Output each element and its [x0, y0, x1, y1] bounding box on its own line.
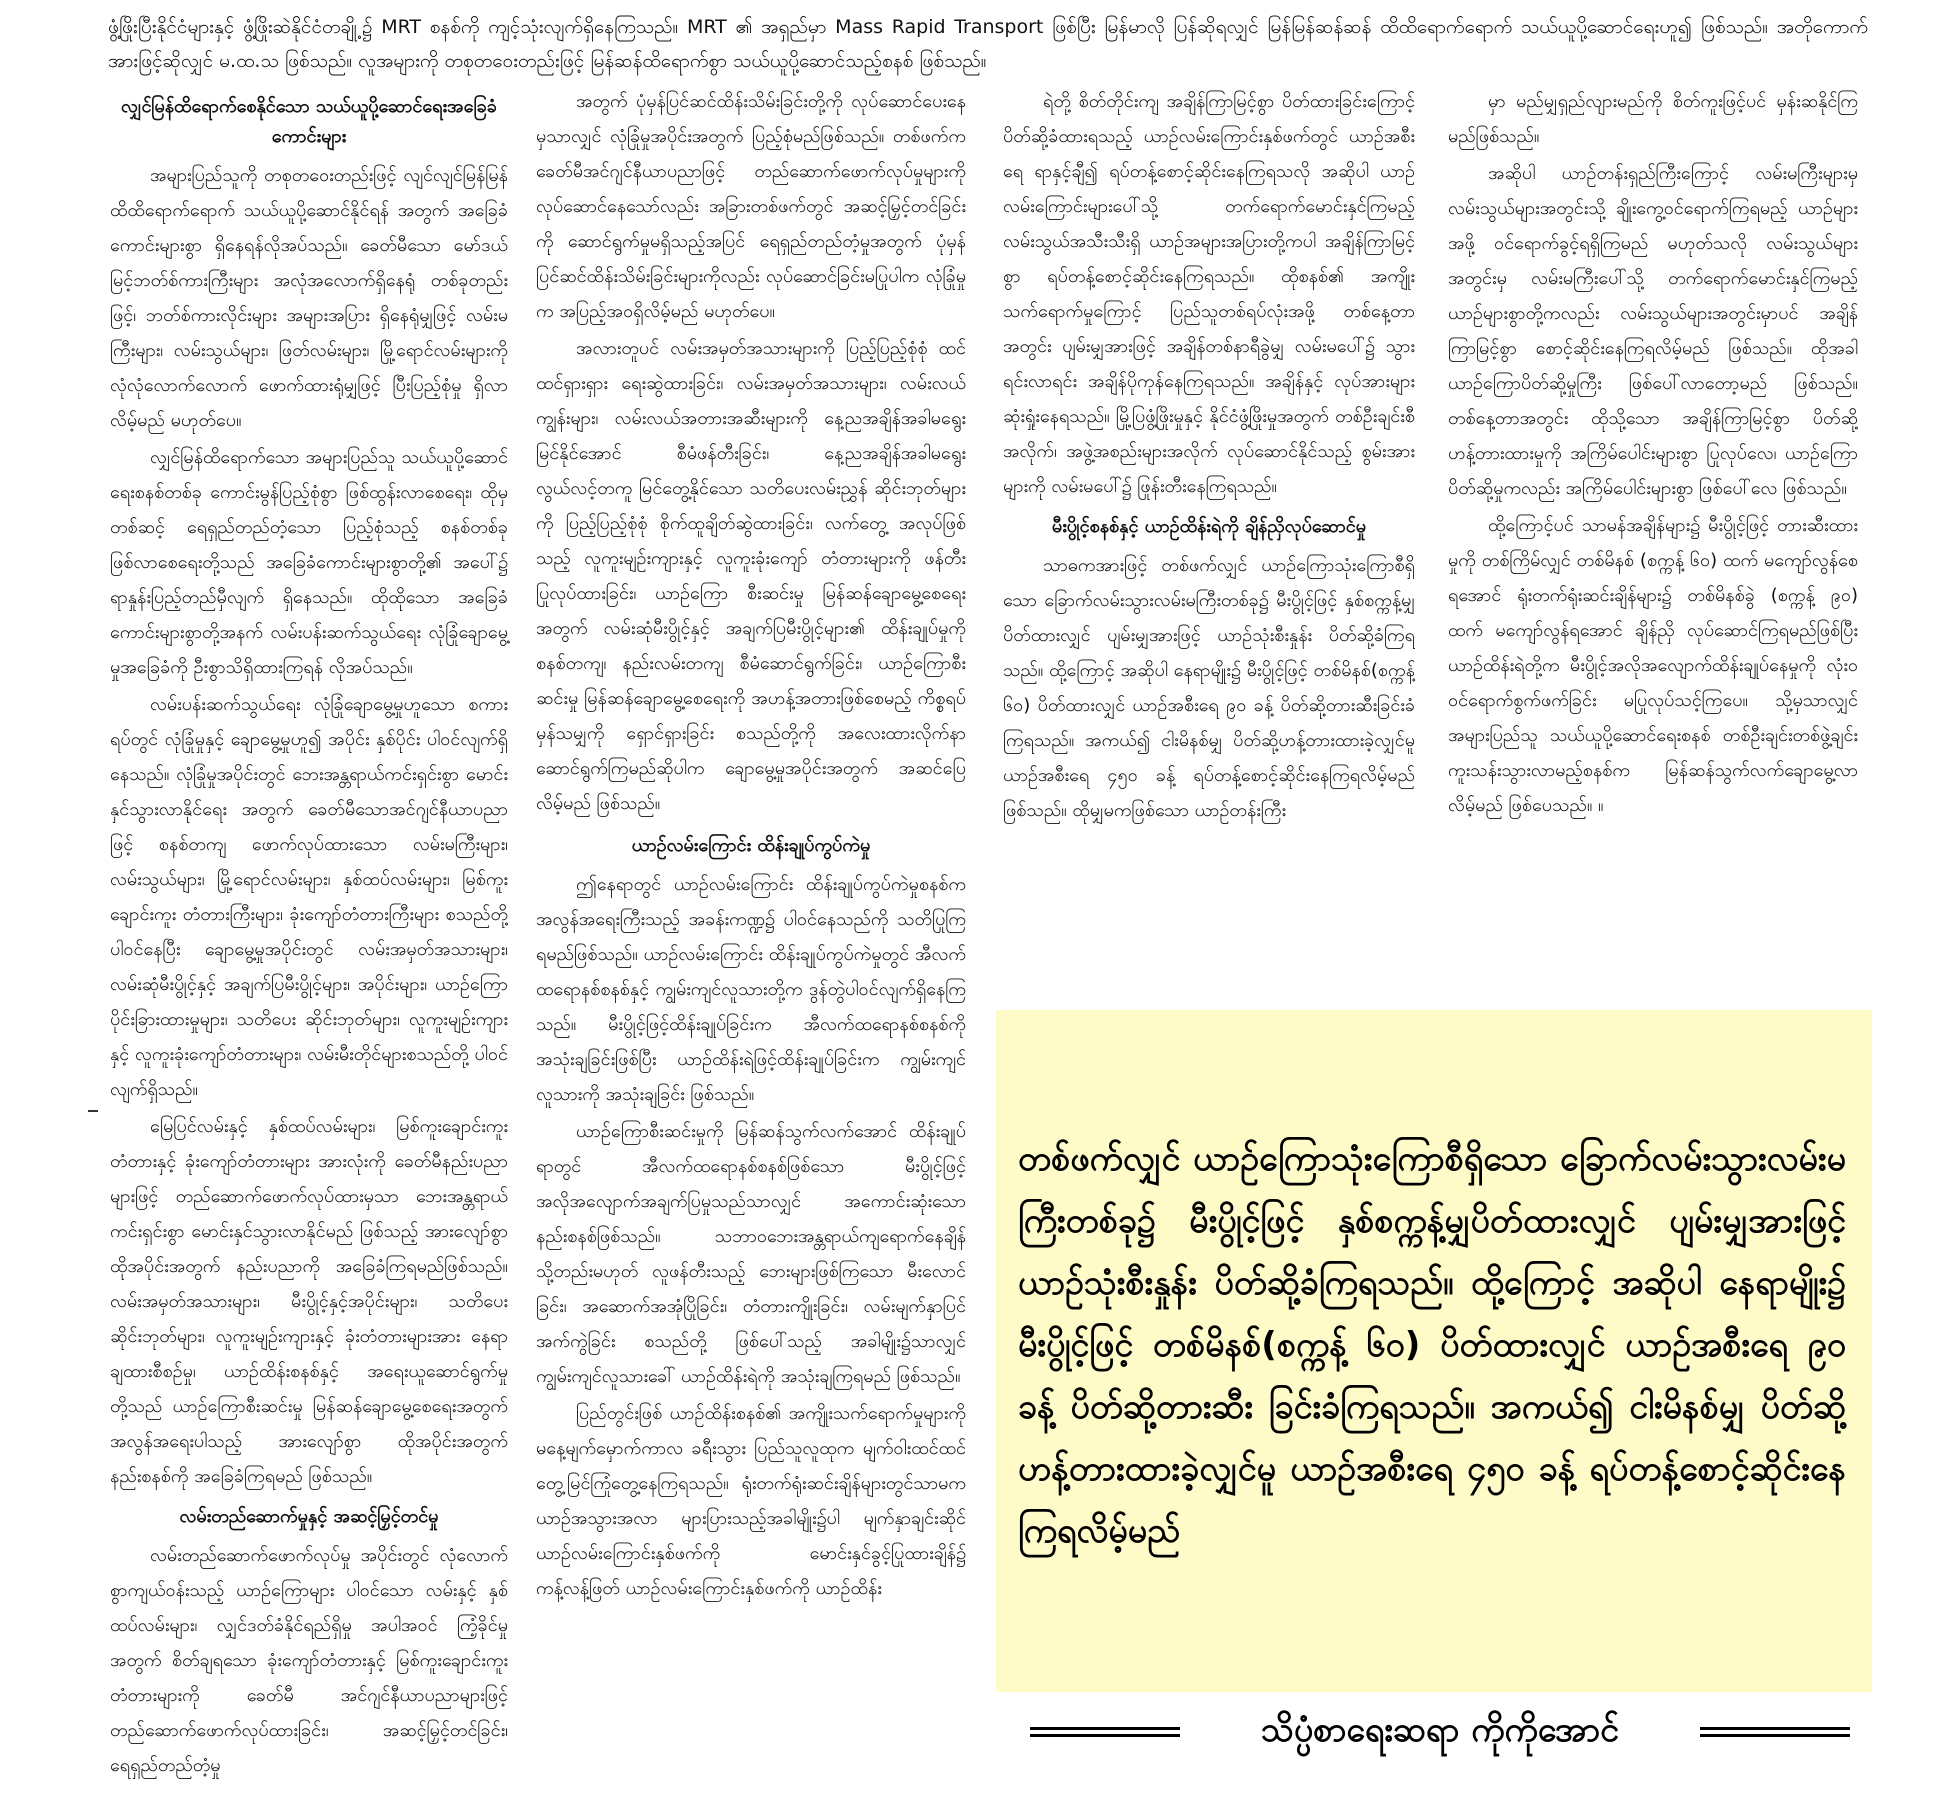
section-heading: လျှင်မြန်ထိရောက်စေနိုင်သော သယ်ယူပို့ဆောင်ရေးအခြေခံကောင်းများ [121, 96, 497, 147]
paragraph: ပြည်တွင်းဖြစ် ယာဉ်ထိန်းစနစ်၏ အကျိုးသက်ရောက်မှုများကို မနေ့မျက်မှောက်ကာလ ခရီးသွား ပြည်သူလူထုက မျက်ဝါးထင်ထင် တွေ့မြင်ကြုံတွေ့နေကြရသည်။ ရုံးတက်ရုံးဆင်းချိန်များတွင်သာမက ယာဉ်အသွားအလာ များပြားသည့်အခါမျိုး၌ပါ မျက်နှာချင်းဆိုင် ယာဉ်လမ်းကြောင်းနှစ်ဖက်ကို မောင်းနှင်ခွင့်ပြုထားချိန်၌ ကန့်လန့်ဖြတ် ယာဉ်လမ်းကြောင်းနှစ်ဖက်ကို ယာဉ်ထိန်း [536, 1403, 966, 1599]
author-byline [1030, 1700, 1850, 1764]
paragraph: အလားတူပင် လမ်းအမှတ်အသားများကို ပြည့်ပြည့်စုံစုံ ထင်ထင်ရှားရှား ရေးဆွဲထားခြင်း၊ လမ်းအမှတ်အသားများ၊ လမ်းလယ်ကျွန်းများ၊ လမ်းလယ်အတားအဆီးများကို နေ့ညအချိန်အခါမရွေး မြင်နိုင်အောင် စီမံဖန်တီးခြင်း၊ နေ့ညအချိန်အခါမရွေး လွယ်လင့်တကူ မြင်တွေ့နိုင်သော သတိပေးလမ်းညွှန် ဆိုင်းဘုတ်များကို ပြည့်ပြည့်စုံစုံ စိုက်ထူချိတ်ဆွဲထားခြင်း၊ လက်တွေ့ အလုပ်ဖြစ်သည့် လူကူးမျဉ်းကျားနှင့် လူကူးခုံးကျော် တံတားများကို ဖန်တီးပြုလုပ်ထားခြင်း၊ ယာဉ်ကြော စီးဆင်းမှု မြန်ဆန်ချောမွေ့စေရေးအတွက် လမ်းဆုံမီးပွိုင့်နှင့် အချက်ပြမီးပွိုင့်များ၏ ထိန်းချုပ်မှုကိုစနစ်တကျ၊ နည်းလမ်းတကျ စီမံဆောင်ရွက်ခြင်း၊ ယာဉ်ကြောစီးဆင်းမှု မြန်ဆန်ချောမွေ့စေရေးကို အဟန့်အတားဖြစ်စေမည့် ကိစ္စရပ်မှန်သမျှကို ရှောင်ရှားခြင်း စသည်တို့ကို အလေးထားလိုက်နာဆောင်ရွက်ကြမည်ဆိုပါက ချောမွေ့မှုအပိုင်းအတွက် အဆင်ပြေလိမ့်မည် ဖြစ်သည်။ [536, 338, 966, 814]
author-name: သိပ္ပံစာရေးဆရာ ကိုကိုအောင် [1261, 1709, 1619, 1750]
paragraph: ယာဉ်ကြောစီးဆင်းမှုကို မြန်ဆန်သွက်လက်အောင် ထိန်းချုပ်ရာတွင် အီလက်ထရောနစ်စနစ်ဖြစ်သော မီးပွိုင့်ဖြင့် အလိုအလျောက်အချက်ပြမှုသည်သာလျှင် အကောင်းဆုံးသော နည်းစနစ်ဖြစ်သည်။ သဘာဝဘေးအန္တရာယ်ကျရောက်နေချိန် သို့တည်းမဟုတ် လူဖန်တီးသည့် ဘေးများဖြစ်ကြသော မီးလောင်ခြင်း၊ အဆောက်အအုံပြိုခြင်း၊ တံတားကျိုးခြင်း၊ လမ်းမျက်နှာပြင် အက်ကွဲခြင်း စသည်တို့ ဖြစ်ပေါ်သည့် အခါမျိုး၌သာလျှင် ကျွမ်းကျင်လူသားခေါ် ယာဉ်ထိန်းရဲကို အသုံးချကြရမည် ဖြစ်သည်။ [536, 1121, 966, 1387]
paragraph: လျှင်မြန်ထိရောက်သော အများပြည်သူ သယ်ယူပို့ဆောင်ရေးစနစ်တစ်ခု ကောင်းမွန်ပြည့်စုံစွာ ဖြစ်ထွန်းလာစေရေး၊ ထိုမှတစ်ဆင့် ရေရှည်တည်တံ့သော ပြည့်စုံသည့် စနစ်တစ်ခု ဖြစ်လာစေရေးတို့သည် အခြေခံကောင်းများစွာတို့၏ အပေါ်၌ ရာနှုန်းပြည့်တည်မှီလျက် ရှိနေသည်။ ထိုထိုသော အခြေခံကောင်းများစွာတို့အနက် လမ်းပန်းဆက်သွယ်ရေး လုံခြုံချောမွေ့မှုအခြေခံကို ဦးစွာသိရှိထားကြရန် လိုအပ်သည်။ [110, 447, 508, 678]
byline-rule-left [1030, 1727, 1180, 1737]
paragraph: အများပြည်သူကို တစုတဝေးတည်းဖြင့် လျင်လျင်မြန်မြန် ထိထိရောက်ရောက် သယ်ယူပို့ဆောင်နိုင်ရန် အတွက် အခြေခံကောင်းများစွာ ရှိနေရန်လိုအပ်သည်။ ခေတ်မီသော မော်ဒယ်မြင့်ဘတ်စ်ကားကြီးများ အလုံအလောက်ရှိနေရုံ တစ်ခုတည်းဖြင့်၊ ဘတ်စ်ကားလိုင်းများ အများအပြား ရှိနေရုံမျှဖြင့် လမ်းမကြီးများ၊ လမ်းသွယ်များ၊ ဖြတ်လမ်းများ၊ မြို့ရောင်လမ်းများကို လုံလုံလောက်လောက် ဖောက်ထားရုံမျှဖြင့် ပြီးပြည့်စုံမှု ရှိလာလိမ့်မည် မဟုတ်ပေ။ [110, 165, 508, 431]
paragraph: လမ်းတည်ဆောက်ဖောက်လုပ်မှု အပိုင်းတွင် လုံလောက်စွာကျယ်ဝန်းသည့် ယာဉ်ကြောများ ပါဝင်သော လမ်းနှင့် နှစ်ထပ်လမ်းများ၊ လျှင်ဒတ်ခံနိုင်ရည်ရှိမှု အပါအဝင် ကြံ့ခိုင်မှုအတွက် စိတ်ချရသော ခုံးကျော်တံတားနှင့် မြစ်ကူးချောင်းကူး တံတားများကို ခေတ်မီ အင်ဂျင်နီယာပညာများဖြင့် တည်ဆောက်ဖောက်လုပ်ထားခြင်း၊ အဆင့်မြှင့်တင်ခြင်း၊ ရေရှည်တည်တံ့မှု [110, 1545, 508, 1776]
paragraph: မှာ မည်မျှရှည်လျားမည်ကို စိတ်ကူးဖြင့်ပင် မှန်းဆနိုင်ကြမည်ဖြစ်သည်။ [1448, 91, 1858, 147]
byline-rule-right [1700, 1727, 1850, 1737]
paragraph: ဤနေရာတွင် ယာဉ်လမ်းကြောင်း ထိန်းချုပ်ကွပ်ကဲမှုစနစ်က အလွန်အရေးကြီးသည့် အခန်းကဏ္ဍ၌ ပါဝင်နေသည်ကို သတိပြုကြရမည်ဖြစ်သည်။ ယာဉ်လမ်းကြောင်း ထိန်းချုပ်ကွပ်ကဲမှုတွင် အီလက်ထရောနစ်စနစ်နှင့် ကျွမ်းကျင်လူသားတို့က ဒွန်တွဲပါဝင်လျက်ရှိနေကြသည်။ မီးပွိုင့်ဖြင့်ထိန်းချုပ်ခြင်းက အီလက်ထရောနစ်စနစ်ကို အသုံးချခြင်းဖြစ်ပြီး ယာဉ်ထိန်းရဲဖြင့်ထိန်းချုပ်ခြင်းက ကျွမ်းကျင်လူသားကို အသုံးချခြင်း ဖြစ်သည်။ [536, 874, 966, 1105]
pull-quote-text: တစ်ဖက်လျှင် ယာဉ်ကြောသုံးကြောစီရှိသော ခြောက်လမ်းသွားလမ်းမကြီးတစ်ခု၌ မီးပွိုင့်ဖြင့် နှစ်စက္ကန့်မျှပိတ်ထားလျှင် ပျမ်းမျှအားဖြင့် ယာဉ်သုံးစီးနှုန်း ပိတ်ဆို့ခံကြရသည်။ ထို့ကြောင့် အဆိုပါ နေရာမျိုး၌ မီးပွိုင့်ဖြင့် တစ်မိနစ်(စက္ကန့် ၆၀) ပိတ်ထားလျှင် ယာဉ်အစီးရေ ၉၀ ခန့် ပိတ်ဆို့တားဆီး ခြင်းခံကြရသည်။ အကယ်၍ ငါးမိနစ်မျှ ပိတ်ဆို့ဟန့်တားထားခဲ့လျှင်မူ ယာဉ်အစီးရေ ၄၅၀ ခန့် ရပ်တန့်စောင့်ဆိုင်းနေကြရလိမ့်မည် [1018, 1139, 1846, 1551]
intro-paragraph: ဖွံ့ဖြိုးပြီးနိုင်ငံများနှင့် ဖွံ့ဖြိုးဆဲနိုင်ငံတချို့၌ MRT စနစ်ကို ကျင့်သုံးလျက်ရှိနေကြသည်။ MRT ၏ အရှည်မှာ Mass Rapid Transport ဖြစ်ပြီး မြန်မာလို ပြန်ဆိုရလျှင် မြန်မြန်ဆန်ဆန် ထိထိရောက်ရောက် သယ်ယူပို့ဆောင်ရေးဟူ၍ ဖြစ်သည်။ အတိုကောက် အားဖြင့်ဆိုလျှင် မ.ထ.သ ဖြစ်သည်။ လူအများကို တစုတဝေးတည်းဖြင့် မြန်ဆန်ထိရောက်စွာ သယ်ယူပို့ဆောင်သည့်စနစ် ဖြစ်သည်။ [108, 16, 1868, 72]
paragraph: သာဓကအားဖြင့် တစ်ဖက်လျှင် ယာဉ်ကြောသုံးကြောစီရှိသော ခြောက်လမ်းသွားလမ်းမကြီးတစ်ခု၌ မီးပွိုင့်ဖြင့် နှစ်စက္ကန့်မျှပိတ်ထားလျှင် ပျမ်းမျှအားဖြင့် ယာဉ်သုံးစီးနှုန်း ပိတ်ဆို့ခံကြရသည်။ ထို့ကြောင့် အဆိုပါ နေရာမျိုး၌ မီးပွိုင့်ဖြင့် တစ်မိနစ်(စက္ကန့် ၆၀) ပိတ်ထားလျှင် ယာဉ်အစီးရေ ၉၀ ခန့် ပိတ်ဆို့တားဆီးခြင်းခံကြရသည်။ အကယ်၍ ငါးမိနစ်မျှ ပိတ်ဆို့ဟန့်တားထားခဲ့လျှင်မူ ယာဉ်အစီးရေ ၄၅၀ ခန့် ရပ်တန့်စောင့်ဆိုင်းနေကြရလိမ့်မည် ဖြစ်သည်။ ထိုမျှမကဖြစ်သော ယာဉ်တန်းကြီး [1003, 555, 1415, 821]
paragraph: ထို့ကြောင့်ပင် သာမန်အချိန်များ၌ မီးပွိုင့်ဖြင့် တားဆီးထားမှုကို တစ်ကြိမ်လျှင် တစ်မိနစ် (စက္ကန့် ၆၀) ထက် မကျော်လွန်စေရအောင် ရုံးတက်ရုံးဆင်းချိန်များ၌ တစ်မိနစ်ခွဲ (စက္ကန့် ၉၀) ထက် မကျော်လွန်ရအောင် ချိန်ညှိ လုပ်ဆောင်ကြရမည်ဖြစ်ပြီး ယာဉ်ထိန်းရဲတို့က မီးပွိုင့်အလိုအလျောက်ထိန်းချုပ်နေမှုကို လုံးဝဝင်ရောက်စွက်ဖက်ခြင်း မပြုလုပ်သင့်ကြပေ။ သို့မှသာလျှင် အများပြည်သူ သယ်ယူပို့ဆောင်ရေးစနစ် တစ်ဦးချင်းတစ်ဖွဲ့ချင်း ကူးသန်းသွားလာမည့်စနစ်က မြန်ဆန်သွက်လက်ချောမွေ့လာလိမ့်မည် ဖြစ်ပေသည်။ ။ [1448, 515, 1858, 816]
article-column-2 [536, 84, 966, 1608]
pull-quote-box [996, 1010, 1872, 1692]
section-heading: မီးပွိုင့်စနစ်နှင့် ယာဉ်ထိန်းရဲကို ချိန်ညှိလုပ်ဆောင်မှု [1051, 516, 1367, 537]
paragraph: မြေပြင်လမ်းနှင့် နှစ်ထပ်လမ်းများ၊ မြစ်ကူးချောင်းကူး တံတားနှင့် ခုံးကျော်တံတားများ အားလုံးကို ခေတ်မီနည်းပညာများဖြင့် တည်ဆောက်ဖောက်လုပ်ထားမှသာ ဘေးအန္တရာယ်ကင်းရှင်းစွာ မောင်းနှင်သွားလာနိုင်မည် ဖြစ်သည့် အားလျော်စွာ ထိုအပိုင်းအတွက် နည်းပညာကို အခြေခံကြရမည်ဖြစ်သည်။ လမ်းအမှတ်အသားများ၊ မီးပွိုင့်နှင့်အပိုင်းများ၊ သတိပေးဆိုင်းဘုတ်များ၊ လူကူးမျဉ်းကျားနှင့် ခုံးတံတားများအား နေရာချထားစီစဉ်မှု၊ ယာဉ်ထိန်းစနစ်နှင့် အရေးယူဆောင်ရွက်မှုတို့သည် ယာဉ်ကြောစီးဆင်းမှု မြန်ဆန်ချောမွေ့စေရေးအတွက် အလွန်အရေးပါသည့် အားလျော်စွာ ထိုအပိုင်းအတွက် နည်းစနစ်ကို အခြေခံကြရမည် ဖြစ်သည်။ [110, 1116, 508, 1487]
section-heading: လမ်းတည်ဆောက်မှုနှင့် အဆင့်မြှင့်တင်မှု [179, 1506, 439, 1527]
paragraph: အဆိုပါ ယာဉ်တန်းရှည်ကြီးကြောင့် လမ်းမကြီးများမှ လမ်းသွယ်များအတွင်းသို့ ချိုးကွေ့ဝင်ရောက်ကြရမည့် ယာဉ်များအဖို့ ဝင်ရောက်ခွင့်ရရှိကြမည် မဟုတ်သလို လမ်းသွယ်များအတွင်းမှ လမ်းမကြီးပေါ်သို့ တက်ရောက်မောင်းနှင်ကြမည့် ယာဉ်များစွာတို့ကလည်း လမ်းသွယ်များအတွင်းမှာပင် အချိန်ကြာမြင့်စွာ စောင့်ဆိုင်းနေကြရလိမ့်မည် ဖြစ်သည်။ ထိုအခါ ယာဉ်ကြောပိတ်ဆို့မှုကြီး ဖြစ်ပေါ်လာတော့မည် ဖြစ်သည်။ တစ်နေ့တာအတွင်း ထိုသို့သော အချိန်ကြာမြင့်စွာ ပိတ်ဆို့ဟန့်တားထားမှုကို အကြိမ်ပေါင်းများစွာ ပြုလုပ်လေ၊ ယာဉ်ကြောပိတ်ဆို့မှုကလည်း အကြိမ်ပေါင်းများစွာ ဖြစ်ပေါ်လေ ဖြစ်သည်။ [1448, 163, 1858, 499]
article-column-4 [1448, 84, 1858, 825]
section-heading: ယာဉ်လမ်းကြောင်း ထိန်းချုပ်ကွပ်ကဲမှု [631, 835, 871, 856]
paragraph: အတွက် ပုံမှန်ပြင်ဆင်ထိန်းသိမ်းခြင်းတို့ကို လုပ်ဆောင်ပေးနေမှသာလျှင် လုံခြုံမှုအပိုင်းအတွက် ပြည့်စုံမည်ဖြစ်သည်။ တစ်ဖက်က ခေတ်မီအင်ဂျင်နီယာပညာဖြင့် တည်ဆောက်ဖောက်လုပ်မှုများကို လုပ်ဆောင်နေသော်လည်း အခြားတစ်ဖက်တွင် အဆင့်မြှင့်တင်ခြင်းကို ဆောင်ရွက်မှုမရှိသည့်အပြင် ရေရှည်တည်တံ့မှုအတွက် ပုံမှန်ပြင်ဆင်ထိန်းသိမ်းခြင်းများကိုလည်း လုပ်ဆောင်ခြင်းမပြုပါက လုံခြုံမှုက အပြည့်အဝရှိလိမ့်မည် မဟုတ်ပေ။ [536, 91, 966, 322]
article-column-3 [1003, 84, 1415, 974]
margin-mark [88, 1110, 98, 1112]
paragraph: ရဲတို့ စိတ်တိုင်းကျ အချိန်ကြာမြင့်စွာ ပိတ်ထားခြင်းကြောင့် ပိတ်ဆို့ခံထားရသည့် ယာဉ်လမ်းကြောင်းနှစ်ဖက်တွင် ယာဉ်အစီးရေ ရာနှင့်ချီ၍ ရပ်တန့်စောင့်ဆိုင်းနေကြရသလို အဆိုပါ ယာဉ်လမ်းကြောင်းများပေါ်သို့ တက်ရောက်မောင်းနှင်ကြမည့် လမ်းသွယ်အသီးသီးရှိ ယာဉ်အများအပြားတို့ကပါ အချိန်ကြာမြင့်စွာ ရပ်တန့်စောင့်ဆိုင်းနေကြရသည်။ ထိုစနစ်၏ အကျိုးသက်ရောက်မှုကြောင့် ပြည်သူတစ်ရပ်လုံးအဖို့ တစ်နေ့တာအတွင်း ပျမ်းမျှအားဖြင့် အချိန်တစ်နာရီခွဲမျှ လမ်းမပေါ်၌ သွားရင်းလာရင်း အချိန်ပိုကုန်နေကြရသည်။ အချိန်နှင့် လုပ်အားများ ဆုံးရှုံးနေရသည်။ မြို့ပြဖွံ့ဖြိုးမှုနှင့် နိုင်ငံဖွံ့ဖြိုးမှုအတွက် တစ်ဦးချင်းစီအလိုက်၊ အဖွဲ့အစည်းများအလိုက် လုပ်ဆောင်နိုင်သည့် စွမ်းအားများကို လမ်းမပေါ်၌ ဖြုန်းတီးနေကြရသည်။ [1003, 91, 1415, 497]
paragraph: လမ်းပန်းဆက်သွယ်ရေး လုံခြုံချောမွေ့မှုဟူသော စကားရပ်တွင် လုံခြုံမှုနှင့် ချောမွေ့မှုဟူ၍ အပိုင်း နှစ်ပိုင်း ပါဝင်လျက်ရှိနေသည်။ လုံခြုံမှုအပိုင်းတွင် ဘေးအန္တရာယ်ကင်းရှင်းစွာ မောင်းနှင်သွားလာနိုင်ရေး အတွက် ခေတ်မီသောအင်ဂျင်နီယာပညာဖြင့် စနစ်တကျ ဖောက်လုပ်ထားသော လမ်းမကြီးများ၊ လမ်းသွယ်များ၊ မြို့ရောင်လမ်းများ၊ နှစ်ထပ်လမ်းများ၊ မြစ်ကူးချောင်းကူး တံတားကြီးများ၊ ခုံးကျော်တံတားကြီးများ စသည်တို့ ပါဝင်နေပြီး ချောမွေ့မှုအပိုင်းတွင် လမ်းအမှတ်အသားများ၊ လမ်းဆုံမီးပွိုင့်နှင့် အချက်ပြမီးပွိုင့်များ၊ အပိုင်းများ၊ ယာဉ်ကြောပိုင်းခြားထားမှုများ၊ သတိပေး ဆိုင်းဘုတ်များ၊ လူကူးမျဉ်းကျားနှင့် လူကူးခုံးကျော်တံတားများ၊ လမ်းမီးတိုင်များစသည်တို့ ပါဝင်လျက်ရှိသည်။ [110, 694, 508, 1100]
article-column-1 [110, 84, 508, 1785]
